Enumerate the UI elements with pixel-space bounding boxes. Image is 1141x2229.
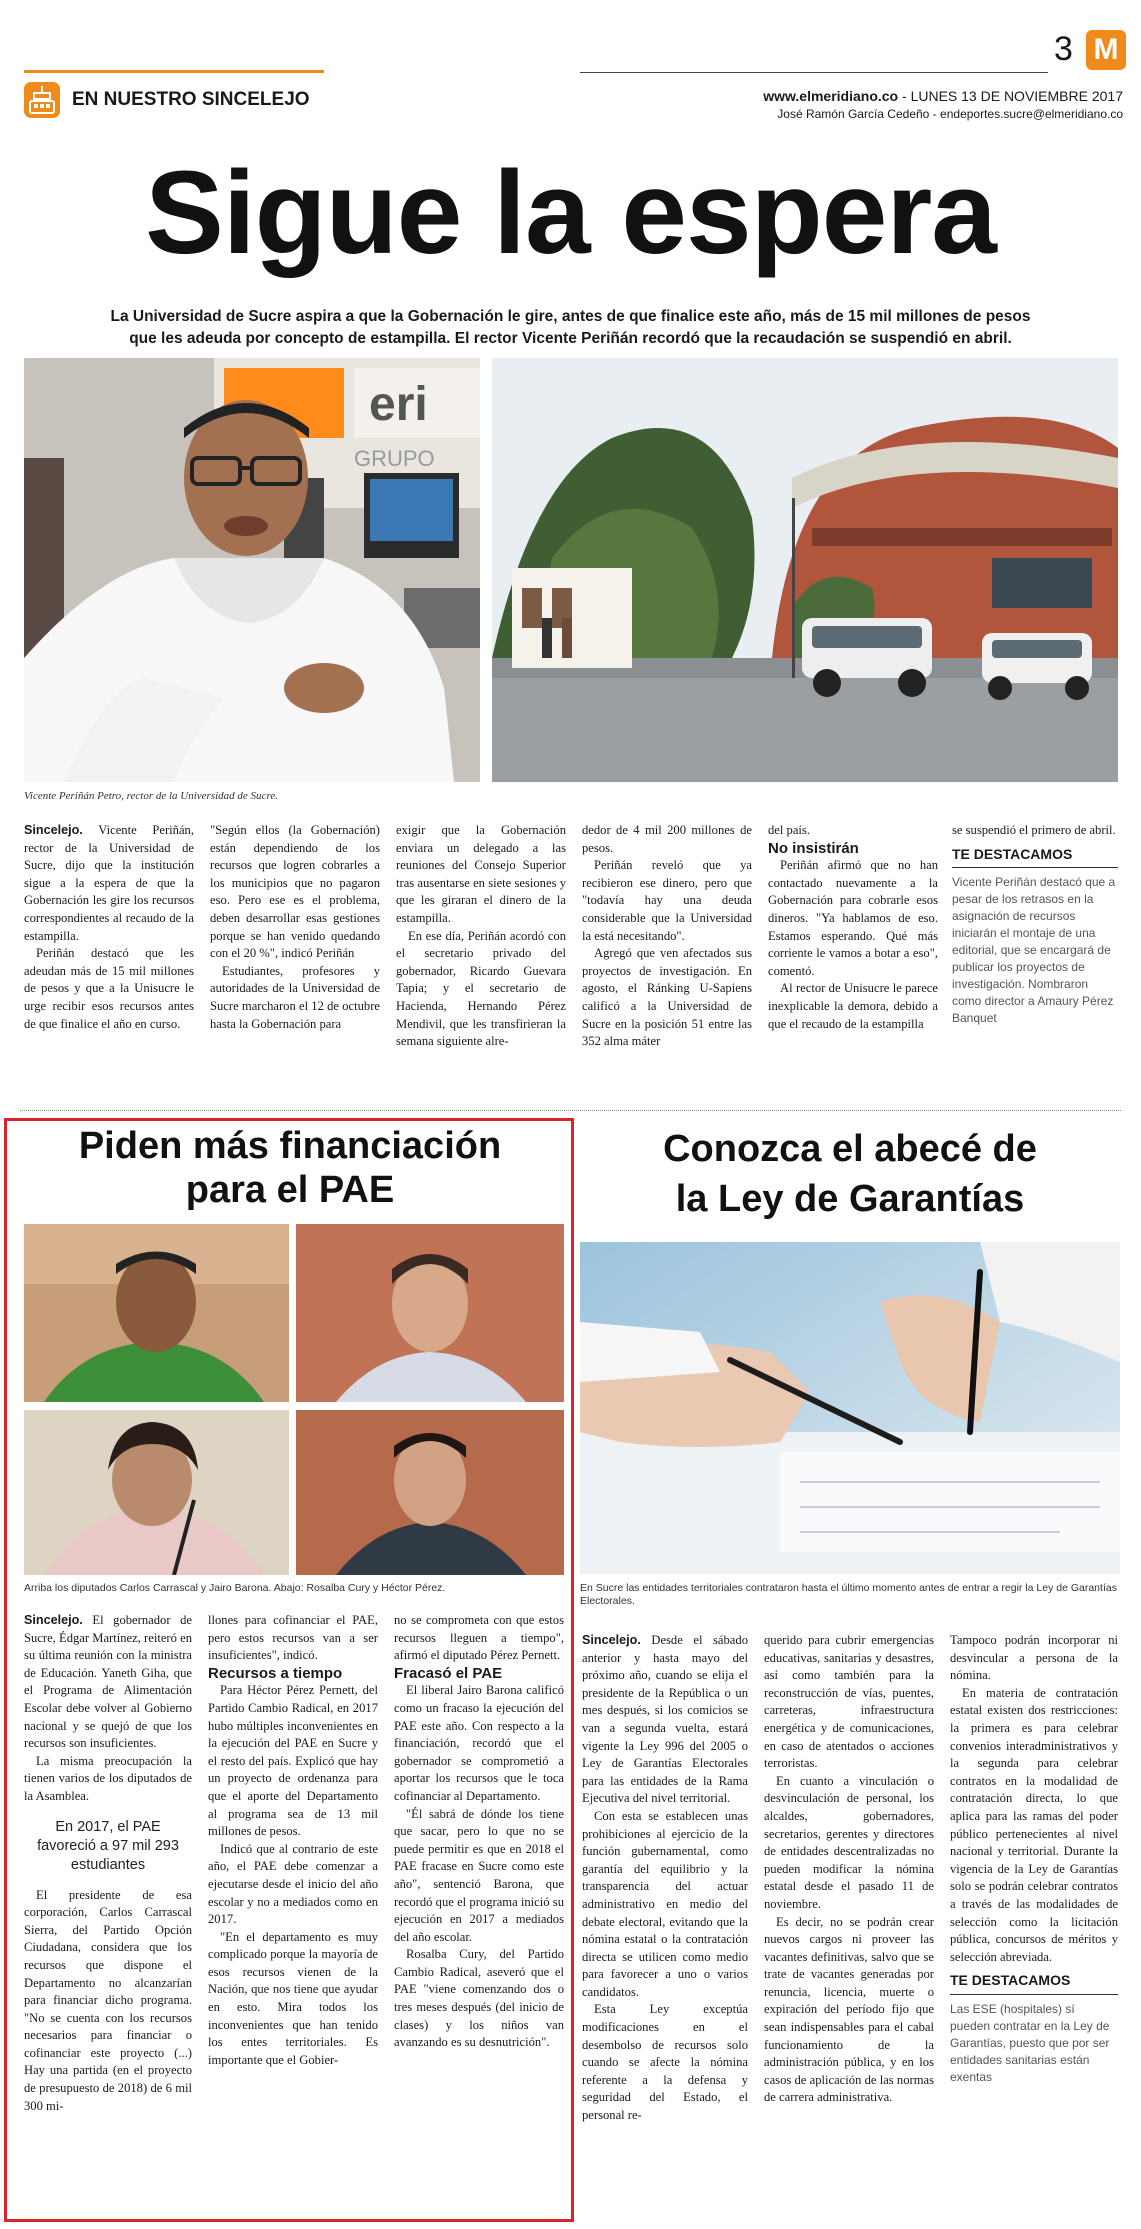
logo-letter: M bbox=[1093, 33, 1119, 66]
dateline: Sincelejo. bbox=[24, 823, 83, 837]
lead-column-6: se suspendió el primero de abril. TE DESTACAMOS Vicente Periñán destacó que a pesar de los retrasos en la asignación de recursos iniciarán el montaje de una editorial, que se encargará de publicar los proyectos de investigación. Nombraron como director a Amaury Pérez Banquet bbox=[952, 822, 1118, 1027]
pae-column-3: no se comprometa con que estos recursos lleguen a tiempo", afirmó el diputado Pérez Pernett. Fracasó el PAE El liberal Jairo Barona calificó como un fracaso la ejecución del PAE este año. Con respecto a la financiación, recordó que el gobernador se comprometió a aportar los recursos que le toca cofinanciar al Departamento. "Él sabrá de dónde los tiene que sacar, pero lo que no se puede permitir es que en 2018 el PAE fracase en Sucre como este año", sentenció Barona, que recordó que el programa inició su ejecución en 2017 a mediados del año escolar. Rosalba Cury, del Partido Cambio Radical, aseveró que el PAE "viene comenzando dos o tres meses después (del inicio de clases) y los niños van avanzando es su desnutrición". bbox=[394, 1613, 564, 2050]
lead-column-1: Sincelejo. Vicente Periñán, rector de la Universidad de Sucre, dijo que la institución sigue a la espera de que la Gobernación les gire los recursos correspondientes al recaudo de la estampilla. Periñán destacó que les adeudan más de 15 mil millones de pesos y que a la Unisucre le urge recibir esos recursos antes de que finalice el año en curso. bbox=[24, 823, 194, 1031]
lead-column-2: "Según ellos (la Gobernación) están dependiendo de los recursos que logren cobrarles a los municipios que no pagaron eso. Pero ese es el problema, deben desarrollar esas gestiones porque se han venido quedando con el 20 %", indicó Periñán Estudiantes, profesores y autoridades de la Universidad de Sucre marcharon el 12 de octubre hasta la Gobernación para bbox=[210, 823, 380, 1031]
deck-line-1: La Universidad de Sucre aspira a que la Gobernación le gire, antes de que finalice este año, más de 15 mil millones de pesos bbox=[110, 308, 1031, 325]
section-label: EN NUESTRO SINCELEJO bbox=[72, 89, 310, 110]
law-photo-caption: En Sucre las entidades territoriales contrataron hasta el último momento antes de entrar a regir la Ley de Garantías Electorales. bbox=[580, 1582, 1117, 1607]
story-separator bbox=[20, 1110, 1121, 1111]
pae-column-2: llones para cofinanciar el PAE, pero estos recursos van a ser insuficientes", indicó. Recursos a tiempo Para Héctor Pérez Pernett, del Partido Cambio Radical, en 2017 hubo múltiples inconvenientes en la ejecución del PAE en Sucre y el resto del país. Explicó que hay un proyecto de ordenanza para que el aporte del Departamento al programa sea de 13 mil millones de pesos. Indicó que al contrario de este año, el PAE debe comenzar a ejecutarse desde el inicio del año escolar y no a mediados como en 2017. "En el departamento es muy complicado porque la mayoría de esos recursos vienen de la Nación, que nos tiene que ayudar en esto. Mira todos los inconvenientes que han tenido los entes territoriales. Es importante que el Gobier- bbox=[208, 1613, 378, 2067]
issue-date: LUNES 13 DE NOVIEMBRE 2017 bbox=[910, 88, 1123, 104]
subhead-no-insistiran: No insistirán bbox=[768, 839, 859, 857]
deck-line-2: que les adeuda por concepto de estampilla. El rector Vicente Periñán recordó que la recaudación se suspendió en abril. bbox=[129, 330, 1012, 347]
top-rule bbox=[580, 72, 1048, 73]
law-headline: Conozca el abecé de la Ley de Garantías bbox=[663, 1128, 1037, 1220]
campus-photo bbox=[492, 358, 1118, 782]
law-column-3: Tampoco podrán incorporar ni desvincular a persona de la nómina. En materia de contratación estatal existen dos restricciones: la primera es para celebrar convenios interadministrativos y la segunda para celebrar contratos en la modalidad de contratación directa, lo que aplica para las ramas del poder público pertenecientes al nivel nacional y territorial. Durante la vigencia de la Ley de Garantías solo se podrán celebrar contratos a través de las modalidades de selección como la licitación pública, concursos de méritos y selección abreviada. TE DESTACAMOS Las ESE (hospitales) sí pueden contratar en la Ley de Garantías, puesto que por ser entidades sanitarias están exentas bbox=[950, 1633, 1118, 2084]
lead-column-5: del país. No insistirán Periñán afirmó que no han contactado nuevamente a la Gobernación para cobrarle esos dineros. "Ya hablamos de eso. Estamos esperando. Qué más corriente le vamos a botar a eso", comentó. Al rector de Unisucre le parece inexplicable la demora, debido a que el recaudo de la estampilla bbox=[768, 823, 938, 1031]
header-info: www.elmeridiano.co - LUNES 13 DE NOVIEMBRE 2017 José Ramón García Cedeño - endeportes.sucre@elmeridiano.co bbox=[763, 88, 1123, 121]
subhead-recursos-a-tiempo: Recursos a tiempo bbox=[208, 1664, 343, 1682]
byline: José Ramón García Cedeño bbox=[777, 107, 930, 121]
highlight-box bbox=[952, 840, 1118, 1028]
lead-column-4: dedor de 4 mil 200 millones de pesos. Periñán reveló que ya recibieron ese dinero, pero que "todavía hay una deuda considerable que la Universidad la está necesitando". Agregó que ven afectados sus proyectos de investigación. En agosto, el Ránking U-Sapiens calificó a la Universidad de Sucre en la posición 51 entre las 352 alma máter bbox=[582, 823, 752, 1049]
lead-headline: Sigue la espera bbox=[145, 147, 996, 279]
rector-photo bbox=[24, 358, 480, 782]
highlight-text: Vicente Periñán destacó que a pesar de los retrasos en la asignación de recursos iniciarán el montaje de una editorial, que se encargará de publicar los proyectos de investigación. Nombraron como director a Amaury Pérez Banquet bbox=[952, 875, 1116, 1026]
section-rule bbox=[24, 70, 324, 73]
lead-deck bbox=[20, 306, 1121, 350]
law-highlight-box bbox=[950, 1966, 1118, 2086]
lead-photo-caption: Vicente Periñán Petro, rector de la Universidad de Sucre. bbox=[24, 790, 278, 802]
cury-photo bbox=[24, 1410, 289, 1575]
law-column-2: querido para cubrir emergencias educativas, sanitarias y desastres, así como también para la reconstrucción de vías, puentes, carreteras, infraestructura energética y de comunicaciones, en caso de atentados o acciones terroristas. En cuanto a vinculación o desvinculación de personal, los alcaldes, gobernadores, secretarios, gerentes y directores de entidades descentralizadas no pueden modificar la nómina estatal desde el pasado 11 de noviembre. Es decir, no se podrán crear nuevos cargos ni proveer las vacantes definitivas, salvo que se trate de vacantes generadas por renuncia, licencia, muerte o expiración del período fijo que sean indispensables para el cabal funcionamiento de la administración pública, y en los casos de aplicación de las normas de carrera administrativa. bbox=[764, 1633, 934, 2105]
pae-photo-caption: Arriba los diputados Carlos Carrascal y Jairo Barona. Abajo: Rosalba Cury y Héctor Pérez. bbox=[24, 1582, 446, 1594]
email-link[interactable]: endeportes.sucre@elmeridiano.co bbox=[940, 107, 1123, 121]
pae-column-1: Sincelejo. El gobernador de Sucre, Édgar Martínez, reiteró en su última reunión con la ministra de Educación. Yaneth Giha, que el Programa de Alimentación Escolar debe volver al Gobierno nacional y se quejó de que los recursos son insuficientes. La misma preocupación la tienen varios de los diputados de la Asamblea. En 2017, el PAE favoreció a 97 mil 293 estudiantes El presidente de esa corporación, Carlos Carrascal Sierra, del Partido Opción Ciudadana, considera que los recursos que dispone el Departamento no alcanzarían para financiar dicho programa. "No se cuenta con los recursos necesarios para financiar o cofinanciar este proyecto (...) Hay una partida (en el proyecto de presupuesto de 2018) de 6 mil 300 mi- bbox=[24, 1613, 192, 2113]
cable-car-icon bbox=[24, 82, 60, 118]
law-column-1: Sincelejo. Desde el sábado anterior y hasta mayo del próximo año, cuando se elija el presidente de la República o un mes después, si los comicios se van a segunda vuelta, estará vigente la Ley 996 del 2005 o Ley de Garantías Electorales para las entidades de la Rama Ejecutiva del nivel territorial. Con esta se establecen unas prohibiciones al ejercicio de la función gubernamental, como garantía del equilibrio y la transparencia del actuar administrativo en medio del debate electoral, evitando que la nómina estatal o la contratación directa se utilicen como medio para favorecer a uno o varios candidatos. Esta Ley exceptúa modificaciones en el desembolso de recursos solo cuando se afecte la nómina referente a la defensa y seguridad del Estado, el personal re- bbox=[582, 1633, 748, 2123]
subhead-fracaso-el-pae: Fracasó el PAE bbox=[394, 1664, 503, 1682]
highlight-label: TE DESTACAMOS bbox=[952, 840, 1118, 869]
lead-column-3: exigir que la Gobernación enviara un delegado a las reuniones del Consejo Superior tras ausentarse en siete sesiones y que les giraran el dinero de la estampilla. En ese día, Periñán acordó con el secretario privado del gobernador, Ricardo Guevara Tapia; y el secretario de Hacienda, Hernando Pérez Mendivil, que les transfirieran la semana siguiente alre- bbox=[396, 823, 566, 1049]
perez-photo bbox=[296, 1410, 564, 1575]
logo-badge bbox=[1086, 30, 1126, 70]
pullquote: En 2017, el PAE favoreció a 97 mil 293 estudiantes bbox=[37, 1818, 179, 1873]
page-number: 3 bbox=[1054, 30, 1073, 68]
svg-text:eri: eri bbox=[369, 378, 428, 431]
law-highlight-text: Las ESE (hospitales) sí pueden contratar en la Ley de Garantías, puesto que por ser entidades sanitarias están exentas bbox=[950, 2001, 1110, 2084]
law-highlight-label: TE DESTACAMOS bbox=[950, 1966, 1118, 1995]
pae-headline: Piden más financiación para el PAE bbox=[78, 1125, 502, 1211]
website-link[interactable]: www.elmeridiano.co bbox=[763, 88, 899, 104]
signing-photo bbox=[580, 1242, 1120, 1574]
svg-text:GRUPO: GRUPO bbox=[354, 446, 435, 471]
carrascal-photo bbox=[24, 1224, 289, 1402]
barona-photo bbox=[296, 1224, 564, 1402]
